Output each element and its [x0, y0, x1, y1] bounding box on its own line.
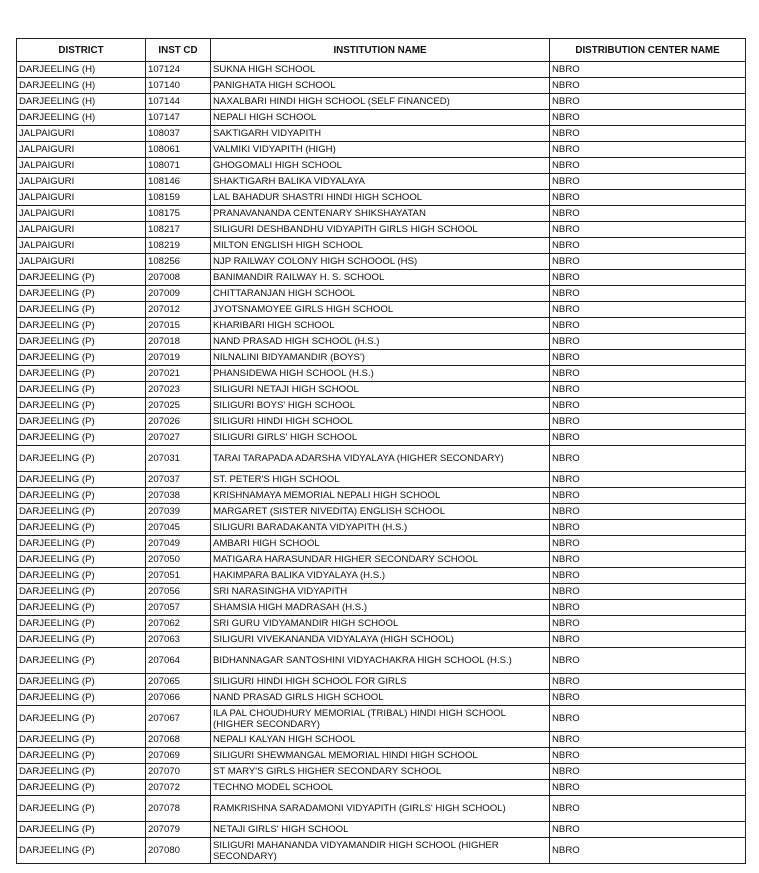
district-cell: DARJEELING (P) — [17, 398, 146, 414]
inst-cd-cell: 207025 — [146, 398, 211, 414]
distribution-center-cell: NBRO — [550, 78, 746, 94]
distribution-center-cell: NBRO — [550, 110, 746, 126]
inst-cd-cell: 207050 — [146, 552, 211, 568]
district-cell: JALPAIGURI — [17, 222, 146, 238]
table-row — [17, 822, 746, 838]
institution-name-cell: BIDHANNAGAR SANTOSHINI VIDYACHAKRA HIGH SCHOOL (H.S.) — [211, 648, 550, 674]
institution-name-cell: NAND PRASAD HIGH SCHOOL (H.S.) — [211, 334, 550, 350]
institution-name-cell: NILNALINI BIDYAMANDIR (BOYS') — [211, 350, 550, 366]
institution-name-cell: PANIGHATA HIGH SCHOOL — [211, 78, 550, 94]
institution-name-cell: ST. PETER'S HIGH SCHOOL — [211, 472, 550, 488]
distribution-center-cell: NBRO — [550, 504, 746, 520]
distribution-center-cell: NBRO — [550, 366, 746, 382]
district-cell: DARJEELING (P) — [17, 430, 146, 446]
institution-name-cell: NEPALI HIGH SCHOOL — [211, 110, 550, 126]
institution-name-cell: SILIGURI HINDI HIGH SCHOOL FOR GIRLS — [211, 674, 550, 690]
inst-cd-cell: 108217 — [146, 222, 211, 238]
district-cell: DARJEELING (P) — [17, 382, 146, 398]
institution-name-cell: RAMKRISHNA SARADAMONI VIDYAPITH (GIRLS' HIGH SCHOOL) — [211, 796, 550, 822]
district-cell: DARJEELING (H) — [17, 78, 146, 94]
district-cell: DARJEELING (P) — [17, 414, 146, 430]
district-cell: DARJEELING (P) — [17, 488, 146, 504]
district-cell: DARJEELING (P) — [17, 472, 146, 488]
inst-cd-cell: 207023 — [146, 382, 211, 398]
inst-cd-cell: 207065 — [146, 674, 211, 690]
distribution-center-cell: NBRO — [550, 488, 746, 504]
institution-name-cell: AMBARI HIGH SCHOOL — [211, 536, 550, 552]
distribution-center-cell: NBRO — [550, 206, 746, 222]
inst-cd-cell: 207039 — [146, 504, 211, 520]
district-cell: DARJEELING (P) — [17, 732, 146, 748]
institution-name-cell: SILIGURI HINDI HIGH SCHOOL — [211, 414, 550, 430]
inst-cd-cell: 207008 — [146, 270, 211, 286]
district-cell: DARJEELING (P) — [17, 270, 146, 286]
column-header-institution-name: INSTITUTION NAME — [211, 39, 550, 62]
table-row — [17, 206, 746, 222]
inst-cd-cell: 207056 — [146, 584, 211, 600]
district-cell: DARJEELING (P) — [17, 318, 146, 334]
table-row — [17, 674, 746, 690]
table-row — [17, 536, 746, 552]
inst-cd-cell: 207018 — [146, 334, 211, 350]
inst-cd-cell: 207068 — [146, 732, 211, 748]
table-row — [17, 126, 746, 142]
district-cell: DARJEELING (P) — [17, 366, 146, 382]
inst-cd-cell: 207037 — [146, 472, 211, 488]
distribution-center-cell: NBRO — [550, 270, 746, 286]
district-cell: DARJEELING (P) — [17, 706, 146, 732]
institution-name-cell: SILIGURI MAHANANDA VIDYAMANDIR HIGH SCHOOL (HIGHER SECONDARY) — [211, 838, 550, 864]
table-row — [17, 222, 746, 238]
institution-name-cell: JYOTSNAMOYEE GIRLS HIGH SCHOOL — [211, 302, 550, 318]
institution-name-cell: SILIGURI BOYS' HIGH SCHOOL — [211, 398, 550, 414]
table-row — [17, 780, 746, 796]
table-row — [17, 568, 746, 584]
inst-cd-cell: 207063 — [146, 632, 211, 648]
district-cell: DARJEELING (P) — [17, 302, 146, 318]
inst-cd-cell: 207049 — [146, 536, 211, 552]
distribution-center-cell: NBRO — [550, 94, 746, 110]
table-row — [17, 706, 746, 732]
table-header — [17, 39, 746, 62]
distribution-center-cell: NBRO — [550, 748, 746, 764]
institution-name-cell: MARGARET (SISTER NIVEDITA) ENGLISH SCHOOL — [211, 504, 550, 520]
column-header-inst-cd: INST CD — [146, 39, 211, 62]
distribution-center-cell: NBRO — [550, 674, 746, 690]
distribution-center-cell: NBRO — [550, 302, 746, 318]
district-cell: JALPAIGURI — [17, 206, 146, 222]
table-row — [17, 504, 746, 520]
inst-cd-cell: 107124 — [146, 62, 211, 78]
table-row — [17, 190, 746, 206]
table-row — [17, 748, 746, 764]
inst-cd-cell: 108061 — [146, 142, 211, 158]
table-row — [17, 334, 746, 350]
institution-name-cell: MATIGARA HARASUNDAR HIGHER SECONDARY SCHOOL — [211, 552, 550, 568]
inst-cd-cell: 108037 — [146, 126, 211, 142]
inst-cd-cell: 207026 — [146, 414, 211, 430]
table-row — [17, 472, 746, 488]
inst-cd-cell: 207078 — [146, 796, 211, 822]
district-cell: DARJEELING (P) — [17, 334, 146, 350]
institution-name-cell: ILA PAL CHOUDHURY MEMORIAL (TRIBAL) HINDI HIGH SCHOOL (HIGHER SECONDARY) — [211, 706, 550, 732]
district-cell: DARJEELING (P) — [17, 552, 146, 568]
institution-name-cell: PHANSIDEWA HIGH SCHOOL (H.S.) — [211, 366, 550, 382]
table-row — [17, 690, 746, 706]
district-cell: DARJEELING (P) — [17, 286, 146, 302]
table-row — [17, 318, 746, 334]
district-cell: JALPAIGURI — [17, 142, 146, 158]
district-cell: DARJEELING (P) — [17, 536, 146, 552]
district-cell: DARJEELING (P) — [17, 520, 146, 536]
distribution-center-cell: NBRO — [550, 414, 746, 430]
distribution-center-cell: NBRO — [550, 350, 746, 366]
district-cell: JALPAIGURI — [17, 126, 146, 142]
inst-cd-cell: 207080 — [146, 838, 211, 864]
table-row — [17, 796, 746, 822]
table-row — [17, 158, 746, 174]
table-body — [17, 62, 746, 864]
district-cell: DARJEELING (P) — [17, 350, 146, 366]
table-row — [17, 446, 746, 472]
district-cell: DARJEELING (P) — [17, 822, 146, 838]
institution-name-cell: NAND PRASAD GIRLS HIGH SCHOOL — [211, 690, 550, 706]
table-row — [17, 254, 746, 270]
table-row — [17, 398, 746, 414]
distribution-center-cell: NBRO — [550, 632, 746, 648]
distribution-center-cell: NBRO — [550, 764, 746, 780]
inst-cd-cell: 207038 — [146, 488, 211, 504]
district-cell: JALPAIGURI — [17, 190, 146, 206]
district-cell: JALPAIGURI — [17, 174, 146, 190]
inst-cd-cell: 107140 — [146, 78, 211, 94]
inst-cd-cell: 207062 — [146, 616, 211, 632]
institution-name-cell: NETAJI GIRLS' HIGH SCHOOL — [211, 822, 550, 838]
distribution-center-cell: NBRO — [550, 190, 746, 206]
inst-cd-cell: 207045 — [146, 520, 211, 536]
document-page — [16, 38, 746, 873]
inst-cd-cell: 107144 — [146, 94, 211, 110]
institution-name-cell: SILIGURI GIRLS' HIGH SCHOOL — [211, 430, 550, 446]
distribution-center-cell: NBRO — [550, 398, 746, 414]
inst-cd-cell: 207066 — [146, 690, 211, 706]
inst-cd-cell: 107147 — [146, 110, 211, 126]
distribution-center-cell: NBRO — [550, 472, 746, 488]
distribution-center-cell: NBRO — [550, 838, 746, 864]
distribution-center-cell: NBRO — [550, 690, 746, 706]
column-header-district: DISTRICT — [17, 39, 146, 62]
inst-cd-cell: 207067 — [146, 706, 211, 732]
inst-cd-cell: 207069 — [146, 748, 211, 764]
distribution-center-cell: NBRO — [550, 552, 746, 568]
institution-name-cell: TARAI TARAPADA ADARSHA VIDYALAYA (HIGHER SECONDARY) — [211, 446, 550, 472]
inst-cd-cell: 108219 — [146, 238, 211, 254]
district-cell: DARJEELING (H) — [17, 62, 146, 78]
table-row — [17, 142, 746, 158]
institution-name-cell: CHITTARANJAN HIGH SCHOOL — [211, 286, 550, 302]
institution-name-cell: LAL BAHADUR SHASTRI HINDI HIGH SCHOOL — [211, 190, 550, 206]
inst-cd-cell: 207057 — [146, 600, 211, 616]
institution-name-cell: NJP RAILWAY COLONY HIGH SCHOOOL (HS) — [211, 254, 550, 270]
table-row — [17, 616, 746, 632]
inst-cd-cell: 207072 — [146, 780, 211, 796]
institution-name-cell: SILIGURI VIVEKANANDA VIDYALAYA (HIGH SCHOOL) — [211, 632, 550, 648]
distribution-center-cell: NBRO — [550, 616, 746, 632]
table-row — [17, 382, 746, 398]
distribution-center-cell: NBRO — [550, 568, 746, 584]
institution-name-cell: KHARIBARI HIGH SCHOOL — [211, 318, 550, 334]
district-cell: JALPAIGURI — [17, 254, 146, 270]
inst-cd-cell: 207051 — [146, 568, 211, 584]
institution-name-cell: TECHNO MODEL SCHOOL — [211, 780, 550, 796]
table-row — [17, 350, 746, 366]
distribution-center-cell: NBRO — [550, 796, 746, 822]
inst-cd-cell: 207064 — [146, 648, 211, 674]
distribution-center-cell: NBRO — [550, 286, 746, 302]
distribution-center-cell: NBRO — [550, 520, 746, 536]
district-cell: DARJEELING (H) — [17, 94, 146, 110]
table-row — [17, 238, 746, 254]
institution-name-cell: VALMIKI VIDYAPITH (HIGH) — [211, 142, 550, 158]
district-cell: JALPAIGURI — [17, 238, 146, 254]
district-cell: DARJEELING (P) — [17, 674, 146, 690]
institution-name-cell: NAXALBARI HINDI HIGH SCHOOL (SELF FINANCED) — [211, 94, 550, 110]
district-cell: DARJEELING (P) — [17, 764, 146, 780]
inst-cd-cell: 207012 — [146, 302, 211, 318]
district-cell: DARJEELING (P) — [17, 796, 146, 822]
table-row — [17, 62, 746, 78]
table-row — [17, 174, 746, 190]
table-row — [17, 302, 746, 318]
table-row — [17, 94, 746, 110]
institution-name-cell: SILIGURI SHEWMANGAL MEMORIAL HINDI HIGH SCHOOL — [211, 748, 550, 764]
institution-name-cell: SAKTIGARH VIDYAPITH — [211, 126, 550, 142]
inst-cd-cell: 108175 — [146, 206, 211, 222]
table-row — [17, 414, 746, 430]
table-row — [17, 78, 746, 94]
inst-cd-cell: 207079 — [146, 822, 211, 838]
institution-name-cell: PRANAVANANDA CENTENARY SHIKSHAYATAN — [211, 206, 550, 222]
distribution-center-cell: NBRO — [550, 382, 746, 398]
table-row — [17, 270, 746, 286]
district-cell: DARJEELING (P) — [17, 446, 146, 472]
distribution-center-cell: NBRO — [550, 822, 746, 838]
district-cell: DARJEELING (P) — [17, 780, 146, 796]
table-row — [17, 838, 746, 864]
institution-name-cell: HAKIMPARA BALIKA VIDYALAYA (H.S.) — [211, 568, 550, 584]
district-cell: JALPAIGURI — [17, 158, 146, 174]
institution-name-cell: SILIGURI BARADAKANTA VIDYAPITH (H.S.) — [211, 520, 550, 536]
distribution-center-cell: NBRO — [550, 238, 746, 254]
distribution-center-cell: NBRO — [550, 158, 746, 174]
table-row — [17, 520, 746, 536]
distribution-center-cell: NBRO — [550, 732, 746, 748]
institution-name-cell: SRI NARASINGHA VIDYAPITH — [211, 584, 550, 600]
institution-name-cell: SILIGURI DESHBANDHU VIDYAPITH GIRLS HIGH SCHOOL — [211, 222, 550, 238]
institution-name-cell: GHOGOMALI HIGH SCHOOL — [211, 158, 550, 174]
district-cell: DARJEELING (P) — [17, 838, 146, 864]
district-cell: DARJEELING (P) — [17, 616, 146, 632]
distribution-table — [16, 38, 746, 864]
institution-name-cell: BANIMANDIR RAILWAY H. S. SCHOOL — [211, 270, 550, 286]
distribution-center-cell: NBRO — [550, 536, 746, 552]
district-cell: DARJEELING (P) — [17, 600, 146, 616]
district-cell: DARJEELING (P) — [17, 690, 146, 706]
table-row — [17, 648, 746, 674]
distribution-center-cell: NBRO — [550, 706, 746, 732]
distribution-center-cell: NBRO — [550, 318, 746, 334]
inst-cd-cell: 108159 — [146, 190, 211, 206]
distribution-center-cell: NBRO — [550, 600, 746, 616]
district-cell: DARJEELING (P) — [17, 568, 146, 584]
table-row — [17, 286, 746, 302]
distribution-center-cell: NBRO — [550, 254, 746, 270]
table-row — [17, 552, 746, 568]
inst-cd-cell: 108146 — [146, 174, 211, 190]
inst-cd-cell: 207021 — [146, 366, 211, 382]
table-row — [17, 110, 746, 126]
inst-cd-cell: 207027 — [146, 430, 211, 446]
column-header-distribution-center: DISTRIBUTION CENTER NAME — [550, 39, 746, 62]
header-row — [17, 39, 746, 62]
inst-cd-cell: 108256 — [146, 254, 211, 270]
institution-name-cell: SUKNA HIGH SCHOOL — [211, 62, 550, 78]
table-row — [17, 366, 746, 382]
inst-cd-cell: 207009 — [146, 286, 211, 302]
inst-cd-cell: 207019 — [146, 350, 211, 366]
distribution-center-cell: NBRO — [550, 446, 746, 472]
distribution-center-cell: NBRO — [550, 334, 746, 350]
district-cell: DARJEELING (P) — [17, 504, 146, 520]
district-cell: DARJEELING (H) — [17, 110, 146, 126]
table-row — [17, 430, 746, 446]
institution-name-cell: SRI GURU VIDYAMANDIR HIGH SCHOOL — [211, 616, 550, 632]
distribution-center-cell: NBRO — [550, 430, 746, 446]
table-row — [17, 632, 746, 648]
institution-name-cell: ST MARY'S GIRLS HIGHER SECONDARY SCHOOL — [211, 764, 550, 780]
institution-name-cell: NEPALI KALYAN HIGH SCHOOL — [211, 732, 550, 748]
institution-name-cell: SHAMSIA HIGH MADRASAH (H.S.) — [211, 600, 550, 616]
table-row — [17, 584, 746, 600]
table-row — [17, 600, 746, 616]
table-row — [17, 732, 746, 748]
distribution-center-cell: NBRO — [550, 584, 746, 600]
institution-name-cell: SILIGURI NETAJI HIGH SCHOOL — [211, 382, 550, 398]
institution-name-cell: SHAKTIGARH BALIKA VIDYALAYA — [211, 174, 550, 190]
inst-cd-cell: 207015 — [146, 318, 211, 334]
institution-name-cell: MILTON ENGLISH HIGH SCHOOL — [211, 238, 550, 254]
district-cell: DARJEELING (P) — [17, 584, 146, 600]
inst-cd-cell: 108071 — [146, 158, 211, 174]
table-row — [17, 764, 746, 780]
distribution-center-cell: NBRO — [550, 648, 746, 674]
inst-cd-cell: 207070 — [146, 764, 211, 780]
district-cell: DARJEELING (P) — [17, 748, 146, 764]
distribution-center-cell: NBRO — [550, 126, 746, 142]
distribution-center-cell: NBRO — [550, 222, 746, 238]
district-cell: DARJEELING (P) — [17, 632, 146, 648]
institution-name-cell: KRISHNAMAYA MEMORIAL NEPALI HIGH SCHOOL — [211, 488, 550, 504]
inst-cd-cell: 207031 — [146, 446, 211, 472]
distribution-center-cell: NBRO — [550, 62, 746, 78]
distribution-center-cell: NBRO — [550, 142, 746, 158]
distribution-center-cell: NBRO — [550, 174, 746, 190]
distribution-center-cell: NBRO — [550, 780, 746, 796]
table-row — [17, 488, 746, 504]
district-cell: DARJEELING (P) — [17, 648, 146, 674]
